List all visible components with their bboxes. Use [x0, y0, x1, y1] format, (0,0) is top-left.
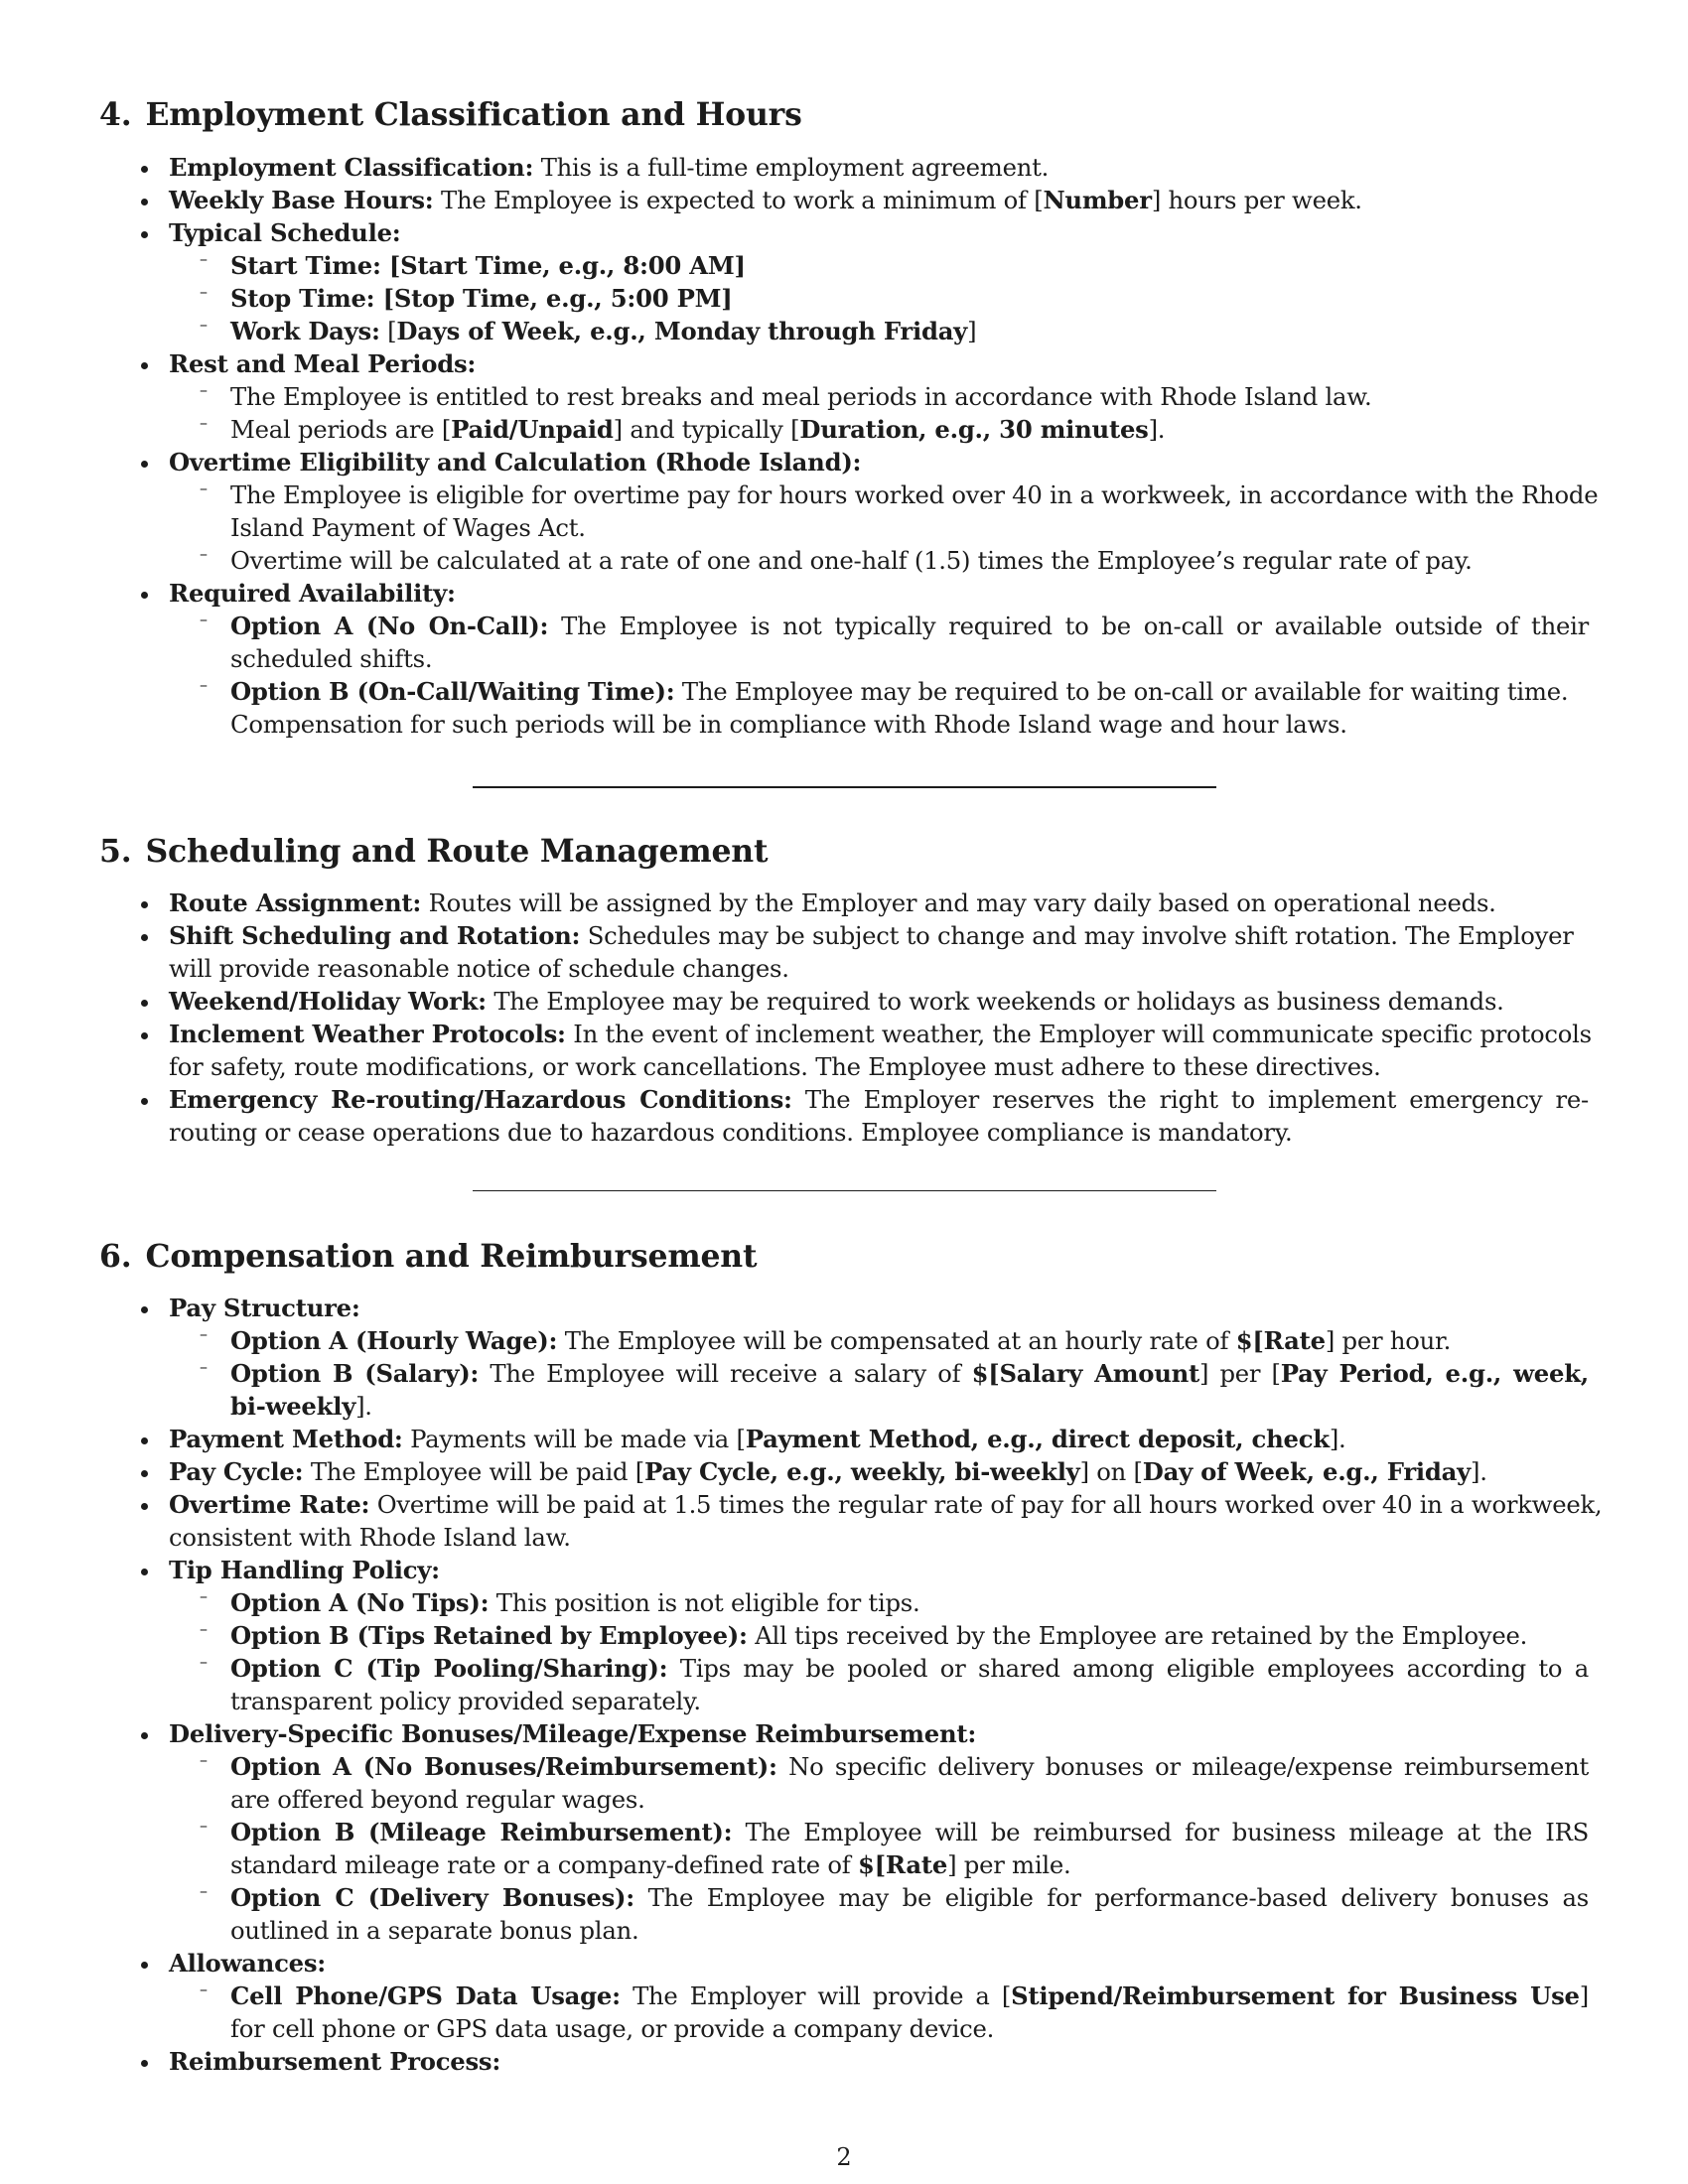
item-label: Emergency Re-routing/Hazardous Conditions: [169, 1085, 792, 1114]
section-4-list [0, 151, 1599, 741]
placeholder: $[Rate [858, 1850, 948, 1879]
item-label: Option A (No Tips): [230, 1588, 490, 1617]
section-5-heading [99, 832, 768, 872]
item-text: No specific delivery bonuses or mileage/expense reimbursement [788, 1752, 1589, 1781]
item-text: The Employee will receive a salary of [490, 1359, 972, 1388]
item-label: Route Assignment: [169, 888, 422, 917]
item-text: for safety, route modifications, or work cancellations. The Employee must adhere to these directives. [169, 1052, 1381, 1081]
item-text: Island Payment of Wages Act. [230, 513, 586, 542]
item-text: are offered beyond regular wages. [230, 1785, 645, 1814]
item-text: ] per [ [1199, 1359, 1281, 1388]
item-label: Rest and Meal Periods: [169, 349, 477, 378]
item-label: Delivery-Specific Bonuses/Mileage/Expense Reimbursement: [169, 1719, 977, 1748]
item-text: routing or cease operations due to hazardous conditions. Employee compliance is mandatory. [169, 1118, 1293, 1147]
item-label: Shift Scheduling and Rotation: [169, 921, 581, 950]
list-item [0, 216, 1589, 249]
item-label: Required Availability: [169, 579, 456, 608]
list-item [0, 1455, 1589, 1488]
list-item [0, 1292, 1589, 1324]
list-item [0, 184, 1589, 216]
list-item [0, 1554, 1589, 1586]
placeholder: Pay Period, e.g., week, [1280, 1359, 1589, 1388]
item-text: This position is not eligible for tips. [495, 1588, 920, 1617]
list-item [0, 1947, 1589, 1979]
placeholder: Pay Cycle, e.g., weekly, bi-weekly [644, 1457, 1080, 1486]
item-label: Employment Classification: [169, 153, 534, 182]
placeholder: Paid/Unpaid [451, 415, 614, 444]
section-number: 5. [99, 833, 132, 870]
item-text: will provide reasonable notice of schedule changes. [169, 954, 789, 983]
item-label: Start Time: [230, 251, 381, 280]
sub-list-item [0, 1324, 1589, 1357]
item-label: Option B (Salary): [230, 1359, 480, 1388]
sub-list-item [0, 1979, 1589, 2045]
item-text: The Employee is expected to work a minimum of [ [441, 186, 1044, 214]
placeholder: $[Rate [1235, 1326, 1326, 1355]
placeholder: Payment Method, e.g., direct deposit, check [745, 1425, 1330, 1453]
item-text: Compensation for such periods will be in compliance with Rhode Island wage and hour laws. [230, 710, 1347, 739]
item-label: Stop Time: [230, 284, 375, 313]
item-label: Allowances: [169, 1949, 326, 1978]
sub-list-item [0, 675, 1589, 741]
item-label: Pay Cycle: [169, 1457, 304, 1486]
list-item [0, 446, 1589, 478]
item-label: Cell Phone/GPS Data Usage: [230, 1981, 621, 2010]
item-label: Option C (Delivery Bonuses): [230, 1883, 634, 1912]
item-text: The Employee will be reimbursed for business mileage at the IRS [745, 1818, 1590, 1846]
list-item [0, 577, 1589, 610]
item-text: The Employer will provide a [ [633, 1981, 1012, 2010]
item-text: consistent with Rhode Island law. [169, 1523, 571, 1552]
list-item [0, 2045, 1589, 2078]
section-number: 6. [99, 1238, 132, 1275]
bracket: ] [967, 317, 977, 345]
item-text: This is a full-time employment agreement. [540, 153, 1050, 182]
item-text: The Employee will be compensated at an hourly rate of [564, 1326, 1236, 1355]
item-label: Option B (On-Call/Waiting Time): [230, 677, 675, 706]
section-title: Scheduling and Route Management [145, 833, 769, 870]
item-text: Payments will be made via [ [410, 1425, 746, 1453]
section-4-heading [99, 95, 802, 135]
placeholder: bi-weekly [230, 1392, 356, 1421]
item-text: standard mileage rate or a company-defined rate of [230, 1850, 858, 1879]
item-text: The Employee is not typically required to be on-call or available outside of their [561, 612, 1589, 640]
item-label: Tip Handling Policy: [169, 1556, 440, 1584]
item-text: ] per mile. [947, 1850, 1071, 1879]
item-text: ] hours per week. [1151, 186, 1362, 214]
sub-list-item [0, 478, 1599, 544]
item-label: Option A (No Bonuses/Reimbursement): [230, 1752, 777, 1781]
section-divider [473, 1190, 1216, 1191]
item-text: Meal periods are [ [230, 415, 452, 444]
item-label: Weekend/Holiday Work: [169, 987, 487, 1016]
list-item [0, 1423, 1589, 1455]
item-text: outlined in a separate bonus plan. [230, 1916, 639, 1945]
item-text: ]. [1470, 1457, 1487, 1486]
placeholder: $[Salary Amount [971, 1359, 1199, 1388]
item-label: Overtime Rate: [169, 1490, 370, 1519]
item-text: The Employer reserves the right to implement emergency re- [804, 1085, 1589, 1114]
item-label: Inclement Weather Protocols: [169, 1020, 566, 1048]
item-label: Overtime Eligibility and Calculation (Rhode Island): [169, 448, 862, 477]
item-text: The Employee may be eligible for performance-based delivery bonuses as [647, 1883, 1589, 1912]
item-text: ] per hour. [1325, 1326, 1452, 1355]
item-label: Typical Schedule: [169, 218, 401, 247]
page-number: 2 [836, 2143, 852, 2171]
section-5-list [0, 887, 1592, 1149]
list-item [0, 1488, 1603, 1554]
item-text: transparent policy provided separately. [230, 1687, 701, 1715]
item-text: – The Employee is entitled to rest breaks and meal periods in accordance with Rhode Island law. [230, 382, 1372, 411]
list-item [0, 151, 1589, 184]
list-item [0, 985, 1589, 1018]
item-text: ]. [1148, 415, 1166, 444]
item-text: All tips received by the Employee are retained by the Employee. [755, 1621, 1528, 1650]
list-item [0, 919, 1589, 985]
item-text: Schedules may be subject to change and may involve shift rotation. The Employer [587, 921, 1574, 950]
list-item [0, 1018, 1592, 1083]
item-text: In the event of inclement weather, the Employer will communicate specific protocols [573, 1020, 1592, 1048]
sub-list-item [0, 1652, 1589, 1717]
list-item [0, 887, 1589, 919]
item-text: The Employee may be required to be on-call or available for waiting time. [681, 677, 1569, 706]
placeholder: Days of Week, e.g., Monday through Friday [396, 317, 968, 345]
sub-list-item [0, 1357, 1589, 1423]
item-label: Option C (Tip Pooling/Sharing): [230, 1654, 668, 1683]
sub-list-item [0, 1619, 1589, 1652]
section-title: Compensation and Reimbursement [145, 1238, 758, 1275]
sub-list-item [0, 544, 1589, 577]
item-label: Reimbursement Process: [169, 2047, 501, 2076]
item-text: ] on [ [1079, 1457, 1143, 1486]
section-number: 4. [99, 96, 132, 133]
item-text: The Employee will be paid [ [310, 1457, 645, 1486]
bracket: [ [387, 317, 397, 345]
item-text: Overtime will be paid at 1.5 times the regular rate of pay for all hours worked over 40 in a workweek, [376, 1490, 1603, 1519]
section-title: Employment Classification and Hours [145, 96, 802, 133]
list-item [0, 1717, 1589, 1750]
item-text: ] [1579, 1981, 1589, 2010]
item-text: scheduled shifts. [230, 644, 433, 673]
sub-list-item [0, 610, 1589, 675]
placeholder: Stipend/Reimbursement for Business Use [1011, 1981, 1580, 2010]
item-label: Pay Structure: [169, 1294, 360, 1322]
item-text: Routes will be assigned by the Employer and may vary daily based on operational needs. [428, 888, 1496, 917]
item-text: ]. [355, 1392, 372, 1421]
item-label: Option A (Hourly Wage): [230, 1326, 558, 1355]
list-item [0, 1083, 1589, 1149]
list-item [0, 347, 1589, 380]
item-label: Work Days: [230, 317, 380, 345]
item-text: Tips may be pooled or shared among eligible employees according to a [679, 1654, 1589, 1683]
sub-list-item [0, 1750, 1589, 1816]
placeholder: Duration, e.g., 30 minutes [799, 415, 1149, 444]
sub-list-item [0, 282, 1589, 315]
item-text: ] and typically [ [613, 415, 800, 444]
item-text: – The Employee is eligible for overtime pay for hours worked over 40 in a workweek, in accordance with the Rhode [230, 480, 1599, 509]
sub-list-item [0, 1881, 1589, 1947]
sub-list-item [0, 315, 1589, 347]
section-divider [473, 786, 1216, 788]
sub-list-item [0, 1816, 1589, 1881]
item-label: Payment Method: [169, 1425, 403, 1453]
placeholder: Number [1043, 186, 1152, 214]
sub-list-item [0, 413, 1589, 446]
item-text: ]. [1329, 1425, 1346, 1453]
sub-list-item [0, 380, 1589, 413]
item-label: Option B (Tips Retained by Employee): [230, 1621, 748, 1650]
placeholder: [Stop Time, e.g., 5:00 PM] [382, 284, 733, 313]
item-text: The Employee may be required to work weekends or holidays as business demands. [493, 987, 1504, 1016]
item-label: Option B (Mileage Reimbursement): [230, 1818, 733, 1846]
section-6-heading [99, 1237, 757, 1277]
placeholder: [Start Time, e.g., 8:00 AM] [388, 251, 746, 280]
item-text: for cell phone or GPS data usage, or provide a company device. [230, 2014, 995, 2043]
section-6-list [0, 1292, 1603, 2078]
item-label: Weekly Base Hours: [169, 186, 434, 214]
sub-list-item [0, 1586, 1589, 1619]
item-label: Option A (No On-Call): [230, 612, 549, 640]
item-text: – Overtime will be calculated at a rate of one and one-half (1.5) times the Employee’s regular rate of pay. [230, 546, 1473, 575]
placeholder: Day of Week, e.g., Friday [1142, 1457, 1471, 1486]
sub-list-item [0, 249, 1589, 282]
